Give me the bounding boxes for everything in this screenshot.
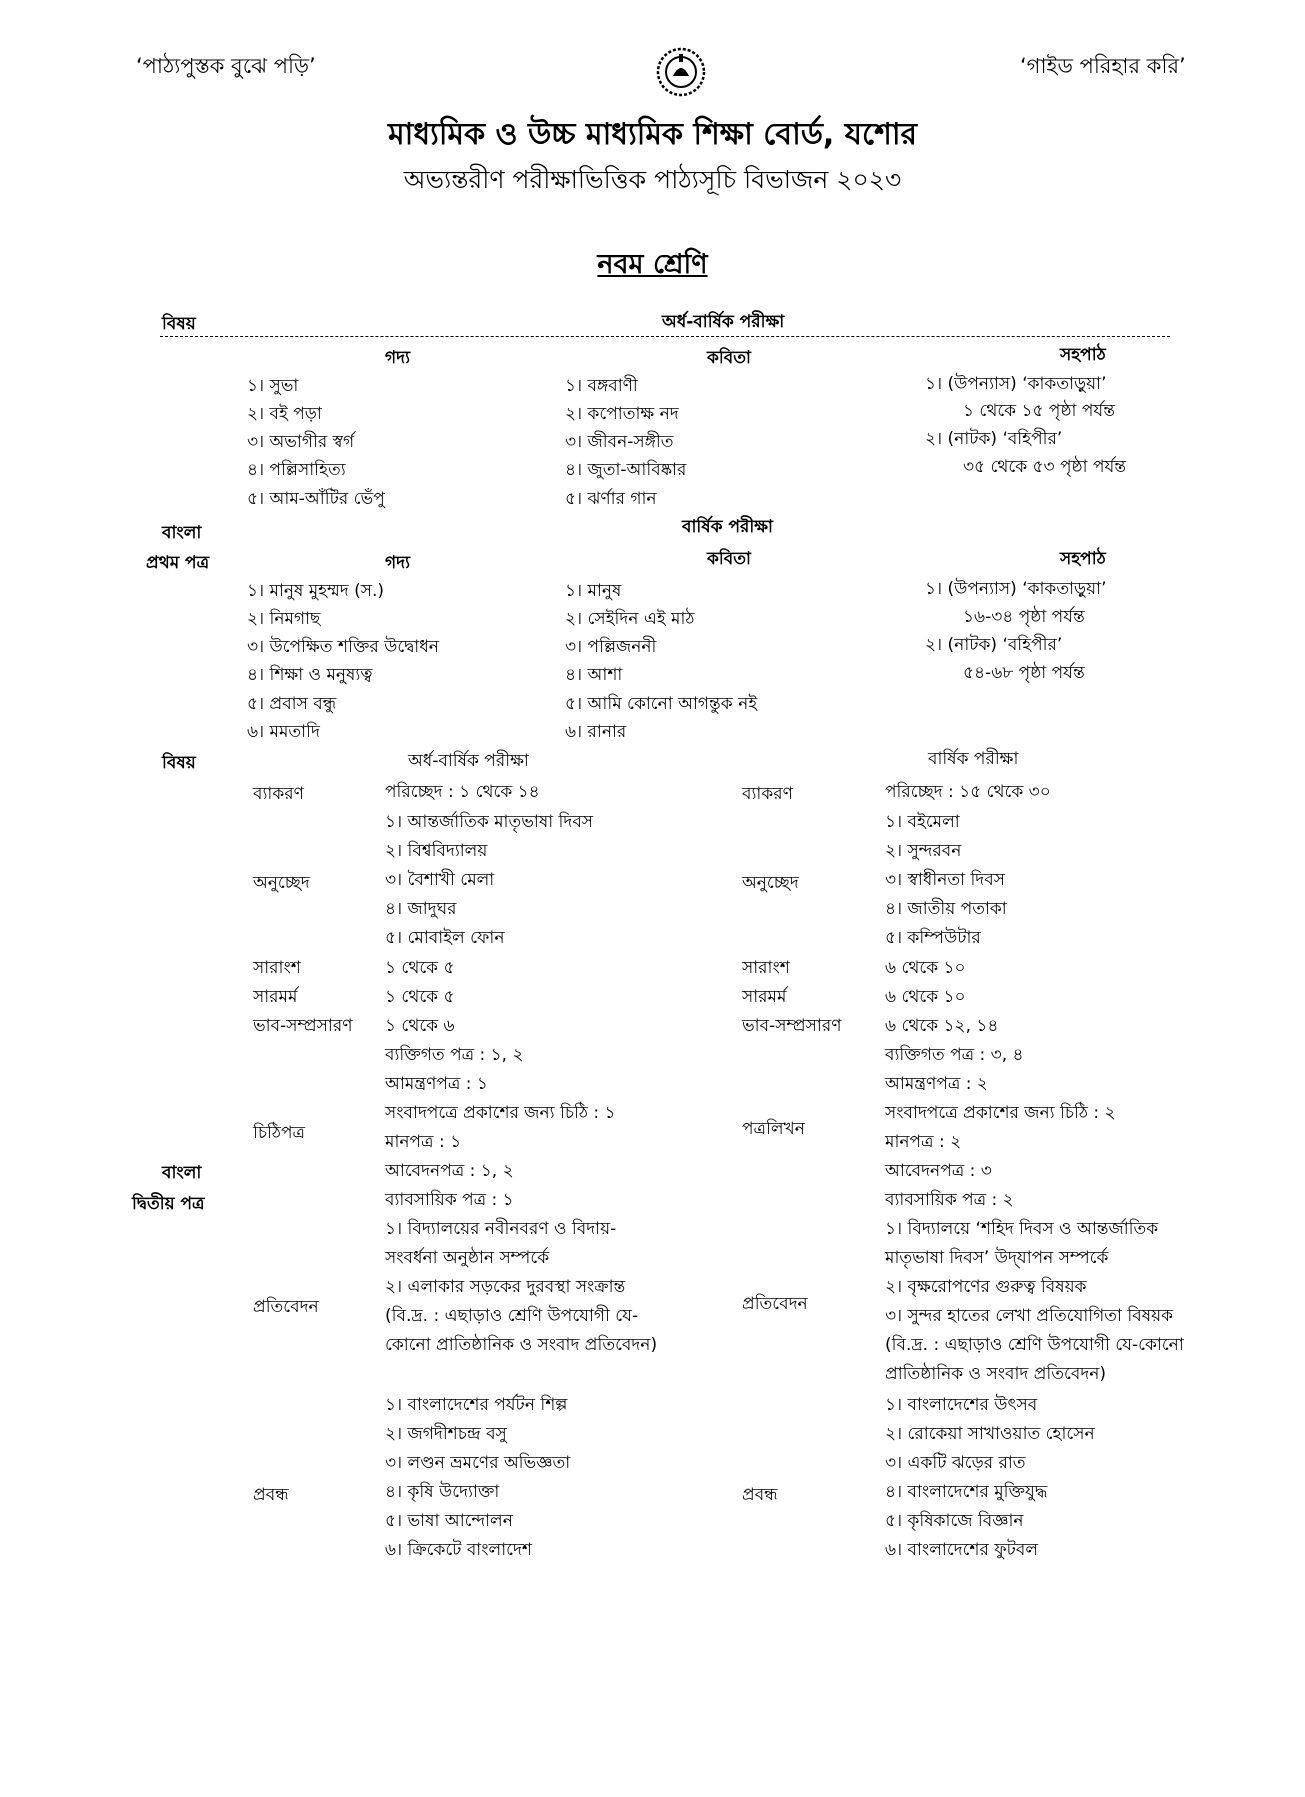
prose-heading: গদ্য xyxy=(385,553,411,573)
list-item: ১। সুভা xyxy=(247,376,299,396)
summary-label: সারাংশ xyxy=(742,958,790,978)
list-item: ৫। ভাষা আন্দোলন xyxy=(385,1511,513,1531)
expansion-label: ভাব-সম্প্রসারণ xyxy=(253,1016,353,1036)
list-item: (বি.দ্র. : এছাড়াও শ্রেণি উপযোগী যে-কোনো xyxy=(885,1335,1184,1355)
expansion-value: ৬ থেকে ১২, ১৪ xyxy=(885,1016,999,1036)
list-item: ৩। বৈশাখী মেলা xyxy=(385,870,495,890)
subject-name-line1: বাংলা xyxy=(162,523,202,543)
page-subtitle: অভ্যন্তরীণ পরীক্ষাভিত্তিক পাঠ্যসূচি বিভাজন ২০২৩ xyxy=(403,165,902,194)
list-item: ৫। আমি কোনো আগন্তুক নই xyxy=(565,694,758,714)
list-item: ৩। একটি ঝড়ের রাত xyxy=(885,1453,1026,1473)
list-item: ৪। পল্লিসাহিত্য xyxy=(247,460,346,480)
list-item: ৬। ক্রিকেটে বাংলাদেশ xyxy=(385,1540,532,1560)
list-item: ৬। রানার xyxy=(565,722,627,742)
essence-value: ৬ থেকে ১০ xyxy=(885,987,966,1007)
list-item: মানপত্র : ২ xyxy=(885,1132,962,1152)
list-item: মানপত্র : ১ xyxy=(385,1132,462,1152)
list-item: ৫। আম-আঁটির ভেঁপু xyxy=(247,489,385,509)
list-item: ২। এলাকার সড়কের দুরবস্থা সংক্রান্ত xyxy=(385,1277,626,1297)
list-item: ৫। কৃষিকাজে বিজ্ঞান xyxy=(885,1511,1024,1531)
list-item: ৪। কৃষি উদ্যোক্তা xyxy=(385,1482,500,1502)
half-yearly-title: অর্ধ-বার্ষিক পরীক্ষা xyxy=(662,312,785,332)
list-item: ৪। জাদুঘর xyxy=(385,899,457,919)
list-item: ৩। লণ্ডন ভ্রমণের অভিজ্ঞতা xyxy=(385,1453,571,1473)
list-item: ২। জগদীশচন্দ্র বসু xyxy=(385,1424,507,1444)
list-item: ৫। মোবাইল ফোন xyxy=(385,928,505,948)
list-item: ১। (উপন্যাস) ‘কাকতাড়ুয়া’ xyxy=(925,579,1107,599)
prose-heading: গদ্য xyxy=(385,348,411,368)
list-item: ব্যক্তিগত পত্র : ১, ২ xyxy=(385,1045,524,1065)
supplementary-heading: সহপাঠ xyxy=(1060,549,1106,569)
list-item: ৪। শিক্ষা ও মনুষ্যত্ব xyxy=(247,665,373,685)
list-item: (বি.দ্র. : এছাড়াও শ্রেণি উপযোগী যে- xyxy=(385,1306,639,1326)
essay-label: প্রবন্ধ xyxy=(253,1485,289,1505)
half-yearly-title: অর্ধ-বার্ষিক পরীক্ষা xyxy=(408,751,529,771)
list-item: আবেদনপত্র : ৩ xyxy=(885,1161,992,1181)
list-item: ৩। সুন্দর হাতের লেখা প্রতিযোগিতা বিষয়ক xyxy=(885,1306,1173,1326)
list-item: ২। কপোতাক্ষ নদ xyxy=(565,404,679,424)
board-emblem-icon xyxy=(655,46,707,98)
list-item: ৪। বাংলাদেশের মুক্তিযুদ্ধ xyxy=(885,1482,1048,1502)
list-item: ২। সেইদিন এই মাঠ xyxy=(565,609,695,629)
expansion-label: ভাব-সম্প্রসারণ xyxy=(742,1016,842,1036)
list-item: আমন্ত্রণপত্র : ১ xyxy=(385,1074,488,1094)
list-item: ৩৫ থেকে ৫৩ পৃষ্ঠা পর্যন্ত xyxy=(963,457,1127,477)
poetry-heading: কবিতা xyxy=(707,348,751,368)
list-item: ব্যাবসায়িক পত্র : ২ xyxy=(885,1190,1014,1210)
list-item: ২। রোকেয়া সাখাওয়াত হোসেন xyxy=(885,1424,1095,1444)
list-item: সংবাদপত্রে প্রকাশের জন্য চিঠি : ১ xyxy=(385,1103,616,1123)
list-item: ২। সুন্দরবন xyxy=(885,841,962,861)
list-item: ৩। স্বাধীনতা দিবস xyxy=(885,870,1005,890)
list-item: ২। (নাটক) ‘বহিপীর’ xyxy=(925,635,1063,655)
list-item: ৪। জুতা-আবিষ্কার xyxy=(565,460,687,480)
yearly-title: বার্ষিক পরীক্ষা xyxy=(928,749,1019,769)
list-item: ১৬-৩৪ পৃষ্ঠা পর্যন্ত xyxy=(963,607,1085,627)
grammar-value: পরিচ্ছেদ : ১৫ থেকে ৩০ xyxy=(885,782,1051,802)
list-item: ১। আন্তর্জাতিক মাতৃভাষা দিবস xyxy=(385,812,594,832)
list-item: সংবাদপত্রে প্রকাশের জন্য চিঠি : ২ xyxy=(885,1103,1116,1123)
report-label: প্রতিবেদন xyxy=(742,1294,808,1314)
summary-label: সারাংশ xyxy=(253,958,301,978)
list-item: আমন্ত্রণপত্র : ২ xyxy=(885,1074,988,1094)
list-item: ২। বৃক্ষরোপণের গুরুত্ব বিষয়ক xyxy=(885,1277,1087,1297)
list-item: ব্যক্তিগত পত্র : ৩, ৪ xyxy=(885,1045,1024,1065)
list-item: ১। মানুষ মুহম্মদ (স.) xyxy=(247,581,385,601)
essence-label: সারমর্ম xyxy=(742,987,787,1007)
list-item: ৫। কম্পিউটার xyxy=(885,928,981,948)
summary-value: ৬ থেকে ১০ xyxy=(885,958,966,978)
left-motto: ‘পাঠ্যপুস্তক বুঝে পড়ি’ xyxy=(136,54,316,78)
list-item: ২। (নাটক) ‘বহিপীর’ xyxy=(925,429,1063,449)
subject-label: বিষয় xyxy=(162,753,196,773)
list-item: ১। বাংলাদেশের পর্যটন শিল্প xyxy=(385,1395,568,1415)
list-item: ৩। উপেক্ষিত শক্তির উদ্বোধন xyxy=(247,637,439,657)
subject-name-line1: বাংলা xyxy=(162,1163,202,1183)
subject-name-line2: প্রথম পত্র xyxy=(146,553,210,573)
poetry-heading: কবিতা xyxy=(707,549,751,569)
list-item: ২। বিশ্ববিদ্যালয় xyxy=(385,841,488,861)
list-item: ২। বই পড়া xyxy=(247,404,322,424)
list-item: ১। বঙ্গবাণী xyxy=(565,376,638,396)
class-title: নবম শ্রেণি xyxy=(597,249,708,280)
summary-value: ১ থেকে ৫ xyxy=(385,958,455,978)
grammar-value: পরিচ্ছেদ : ১ থেকে ১৪ xyxy=(385,782,540,802)
list-item: ১। বইমেলা xyxy=(885,812,960,832)
report-label: প্রতিবেদন xyxy=(253,1297,319,1317)
list-item: মাতৃভাষা দিবস’ উদ্‌যাপন সম্পর্কে xyxy=(885,1248,1109,1268)
grammar-label: ব্যাকরণ xyxy=(253,784,304,804)
letter-label: পত্রলিখন xyxy=(742,1119,805,1139)
list-item: সংবর্ধনা অনুষ্ঠান সম্পর্কে xyxy=(385,1248,550,1268)
subject-label: বিষয় xyxy=(162,314,196,334)
list-item: ৪। জাতীয় পতাকা xyxy=(885,899,1007,919)
list-item: প্রাতিষ্ঠানিক ও সংবাদ প্রতিবেদন) xyxy=(885,1364,1107,1384)
grammar-label: ব্যাকরণ xyxy=(742,784,793,804)
paragraph-label: অনুচ্ছেদ xyxy=(742,873,799,893)
yearly-title: বার্ষিক পরীক্ষা xyxy=(682,517,773,537)
list-item: আবেদনপত্র : ১, ২ xyxy=(385,1161,514,1181)
list-item: ১। বাংলাদেশের উৎসব xyxy=(885,1395,1038,1415)
list-item: ৪। আশা xyxy=(565,665,623,685)
list-item: ১। (উপন্যাস) ‘কাকতাড়ুয়া’ xyxy=(925,374,1107,394)
letter-label: চিঠিপত্র xyxy=(253,1123,306,1143)
list-item: ৫৪-৬৮ পৃষ্ঠা পর্যন্ত xyxy=(963,663,1085,683)
list-item: ১। বিদ্যালয়ে ‘শহিদ দিবস ও আন্তর্জাতিক xyxy=(885,1219,1159,1239)
subject-name-line2: দ্বিতীয় পত্র xyxy=(132,1194,205,1214)
expansion-value: ১ থেকে ৬ xyxy=(385,1016,455,1036)
list-item: ৬। মমতাদি xyxy=(247,722,320,742)
board-title: মাধ্যমিক ও উচ্চ মাধ্যমিক শিক্ষা বোর্ড, যশোর xyxy=(387,117,918,152)
right-motto: ‘গাইড পরিহার করি’ xyxy=(1020,54,1186,78)
list-item: ১। মানুষ xyxy=(565,581,622,601)
essence-value: ১ থেকে ৫ xyxy=(385,987,455,1007)
divider xyxy=(160,336,1170,337)
list-item: ৩। পল্লিজননী xyxy=(565,637,657,657)
list-item: ৫। ঝর্ণার গান xyxy=(565,489,657,509)
list-item: ব্যাবসায়িক পত্র : ১ xyxy=(385,1190,514,1210)
list-item: ৩। জীবন-সঙ্গীত xyxy=(565,432,674,452)
list-item: ২। নিমগাছ xyxy=(247,609,321,629)
list-item: ৩। অভাগীর স্বর্গ xyxy=(247,432,355,452)
list-item: ১। বিদ্যালয়ের নবীনবরণ ও বিদায়- xyxy=(385,1219,617,1239)
paragraph-label: অনুচ্ছেদ xyxy=(253,873,310,893)
list-item: ৬। বাংলাদেশের ফুটবল xyxy=(885,1540,1039,1560)
list-item: ৫। প্রবাস বন্ধু xyxy=(247,694,337,714)
essence-label: সারমর্ম xyxy=(253,987,298,1007)
essay-label: প্রবন্ধ xyxy=(742,1485,778,1505)
list-item: ১ থেকে ১৫ পৃষ্ঠা পর্যন্ত xyxy=(963,401,1115,421)
list-item: কোনো প্রাতিষ্ঠানিক ও সংবাদ প্রতিবেদন) xyxy=(385,1335,658,1355)
supplementary-heading: সহপাঠ xyxy=(1060,345,1106,365)
